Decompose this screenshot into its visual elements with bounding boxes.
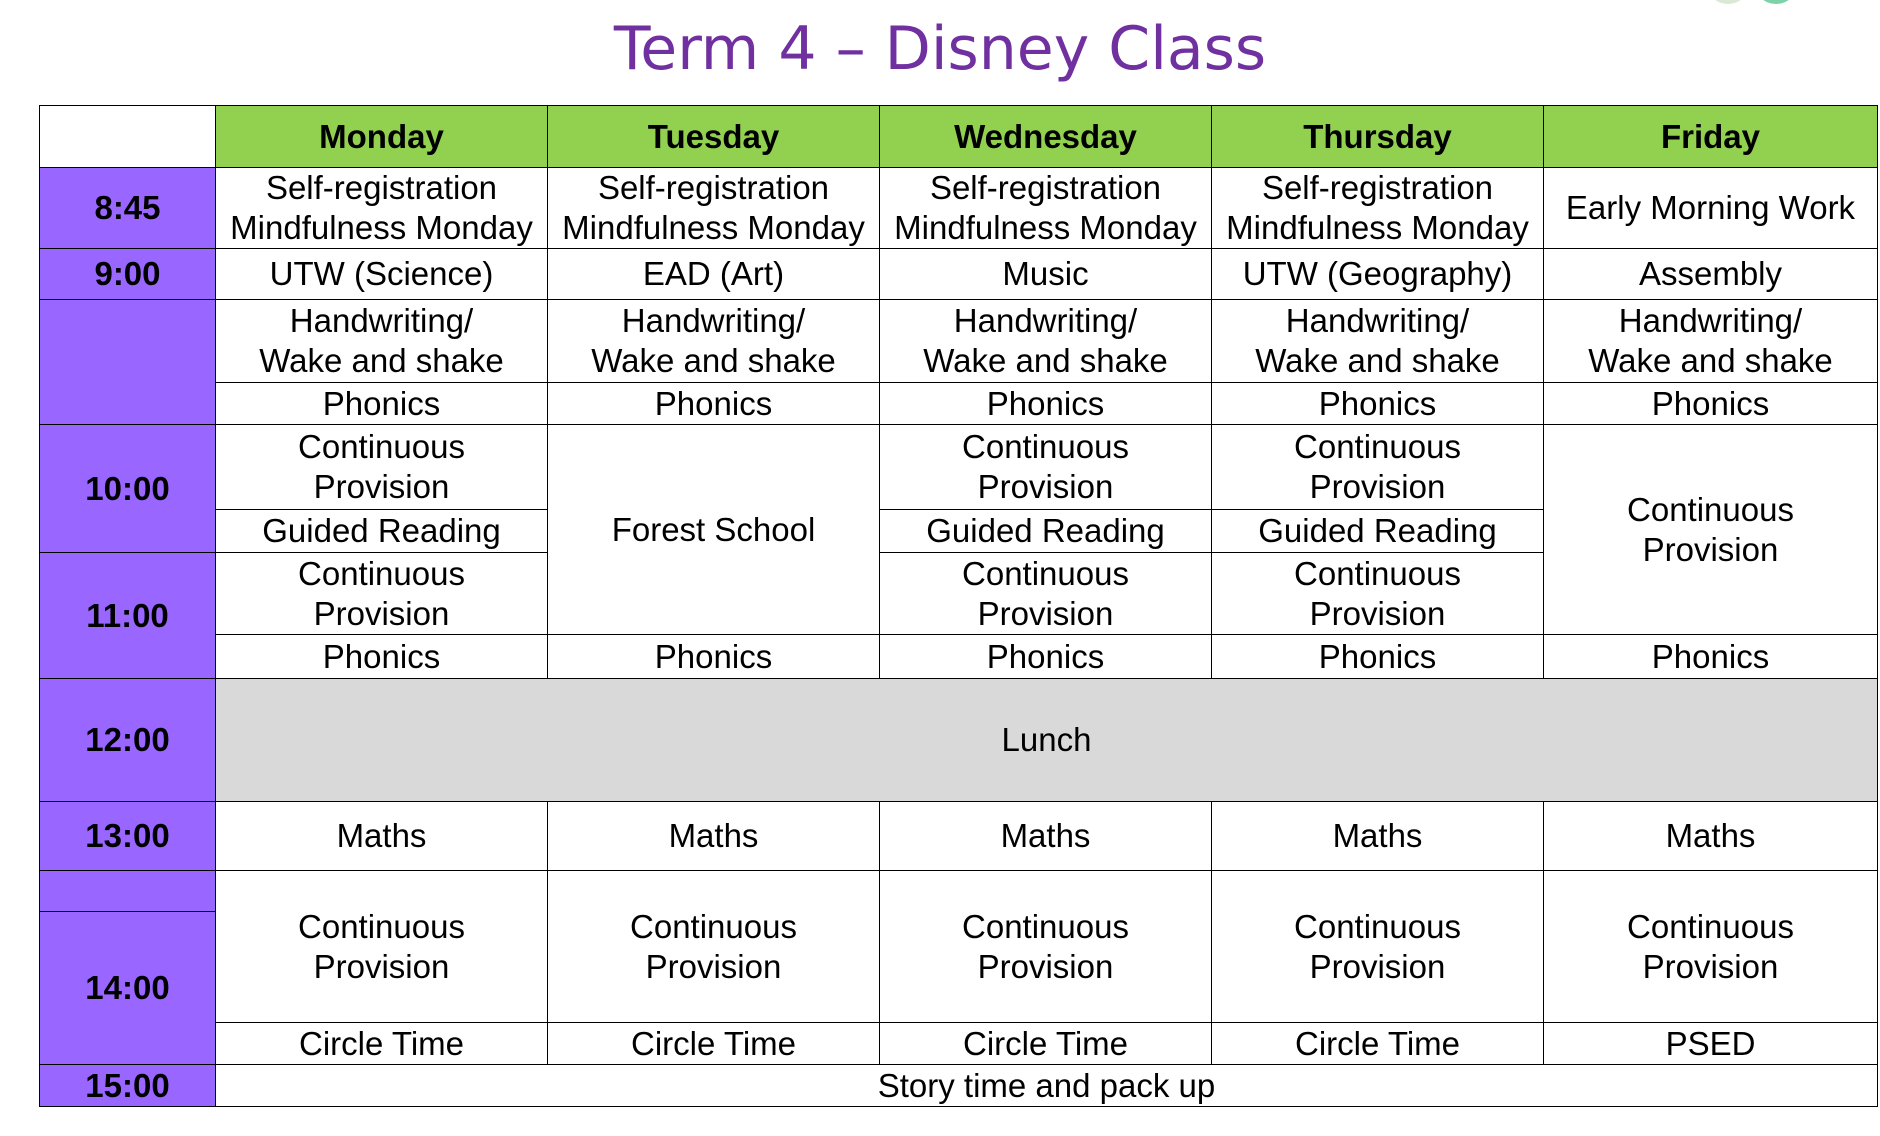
cell-mon-circle-time: Circle Time [216,1023,548,1065]
cell-tue-phonics-late: Phonics [548,635,880,679]
cell-thu-0900: UTW (Geography) [1212,249,1544,300]
cell-thu-phonics-late: Phonics [1212,635,1544,679]
cell-wed-0845: Self-registration Mindfulness Monday [880,168,1212,249]
header-friday: Friday [1544,106,1878,168]
cell-tue-0900: EAD (Art) [548,249,880,300]
cell-mon-handwriting: Handwriting/ Wake and shake [216,300,548,383]
cell-wed-circle-time: Circle Time [880,1023,1212,1065]
cell-thu-cp-afternoon: Continuous Provision [1212,871,1544,1023]
cell-thu-guided-reading: Guided Reading [1212,510,1544,553]
cell-mon-cp-afternoon: Continuous Provision [216,871,548,1023]
decorative-circle [1754,0,1798,4]
time-1200: 12:00 [40,679,216,802]
cell-fri-cp-morning: Continuous Provision [1544,425,1878,635]
cell-thu-circle-time: Circle Time [1212,1023,1544,1065]
cell-fri-psed: PSED [1544,1023,1878,1065]
cell-mon-0900: UTW (Science) [216,249,548,300]
cell-wed-0900: Music [880,249,1212,300]
cell-tue-0845: Self-registration Mindfulness Monday [548,168,880,249]
header-thursday: Thursday [1212,106,1544,168]
cell-mon-phonics-late: Phonics [216,635,548,679]
cell-fri-phonics-am: Phonics [1544,383,1878,425]
header-corner-cell [40,106,216,168]
time-1500: 15:00 [40,1065,216,1107]
cell-wed-cp-1100: Continuous Provision [880,553,1212,635]
cell-thu-handwriting: Handwriting/ Wake and shake [1212,300,1544,383]
header-monday: Monday [216,106,548,168]
cell-wed-phonics-late: Phonics [880,635,1212,679]
cell-lunch: Lunch [216,679,1878,802]
time-1000: 10:00 [40,425,216,553]
time-1100: 11:00 [40,553,216,679]
header-wednesday: Wednesday [880,106,1212,168]
cell-fri-0900: Assembly [1544,249,1878,300]
cell-wed-maths: Maths [880,802,1212,871]
time-blank-1330 [40,871,216,912]
timetable [39,105,1878,1107]
cell-mon-maths: Maths [216,802,548,871]
cell-wed-phonics-am: Phonics [880,383,1212,425]
cell-wed-cp-1000: Continuous Provision [880,425,1212,510]
time-blank [40,300,216,425]
cell-thu-cp-1000: Continuous Provision [1212,425,1544,510]
cell-thu-phonics-am: Phonics [1212,383,1544,425]
cell-thu-0845: Self-registration Mindfulness Monday [1212,168,1544,249]
cell-mon-phonics-am: Phonics [216,383,548,425]
time-1400: 14:00 [40,912,216,1065]
cell-tue-maths: Maths [548,802,880,871]
cell-tue-forest-school: Forest School [548,425,880,635]
cell-wed-cp-afternoon: Continuous Provision [880,871,1212,1023]
decorative-circle [1706,0,1750,4]
cell-tue-handwriting: Handwriting/ Wake and shake [548,300,880,383]
cell-tue-circle-time: Circle Time [548,1023,880,1065]
cell-fri-handwriting: Handwriting/ Wake and shake [1544,300,1878,383]
time-0900: 9:00 [40,249,216,300]
cell-wed-guided-reading: Guided Reading [880,510,1212,553]
time-1300: 13:00 [40,802,216,871]
cell-fri-cp-afternoon: Continuous Provision [1544,871,1878,1023]
time-0845: 8:45 [40,168,216,249]
cell-mon-cp-1000: Continuous Provision [216,425,548,510]
cell-tue-phonics-am: Phonics [548,383,880,425]
cell-thu-cp-1100: Continuous Provision [1212,553,1544,635]
cell-tue-cp-afternoon: Continuous Provision [548,871,880,1023]
header-tuesday: Tuesday [548,106,880,168]
cell-mon-0845: Self-registration Mindfulness Monday [216,168,548,249]
cell-fri-maths: Maths [1544,802,1878,871]
page-title: Term 4 – Disney Class [613,14,1267,84]
cell-wed-handwriting: Handwriting/ Wake and shake [880,300,1212,383]
cell-thu-maths: Maths [1212,802,1544,871]
cell-fri-0845: Early Morning Work [1544,168,1878,249]
cell-mon-guided-reading: Guided Reading [216,510,548,553]
cell-mon-cp-1100: Continuous Provision [216,553,548,635]
cell-fri-phonics-late: Phonics [1544,635,1878,679]
cell-story-time: Story time and pack up [216,1065,1878,1107]
